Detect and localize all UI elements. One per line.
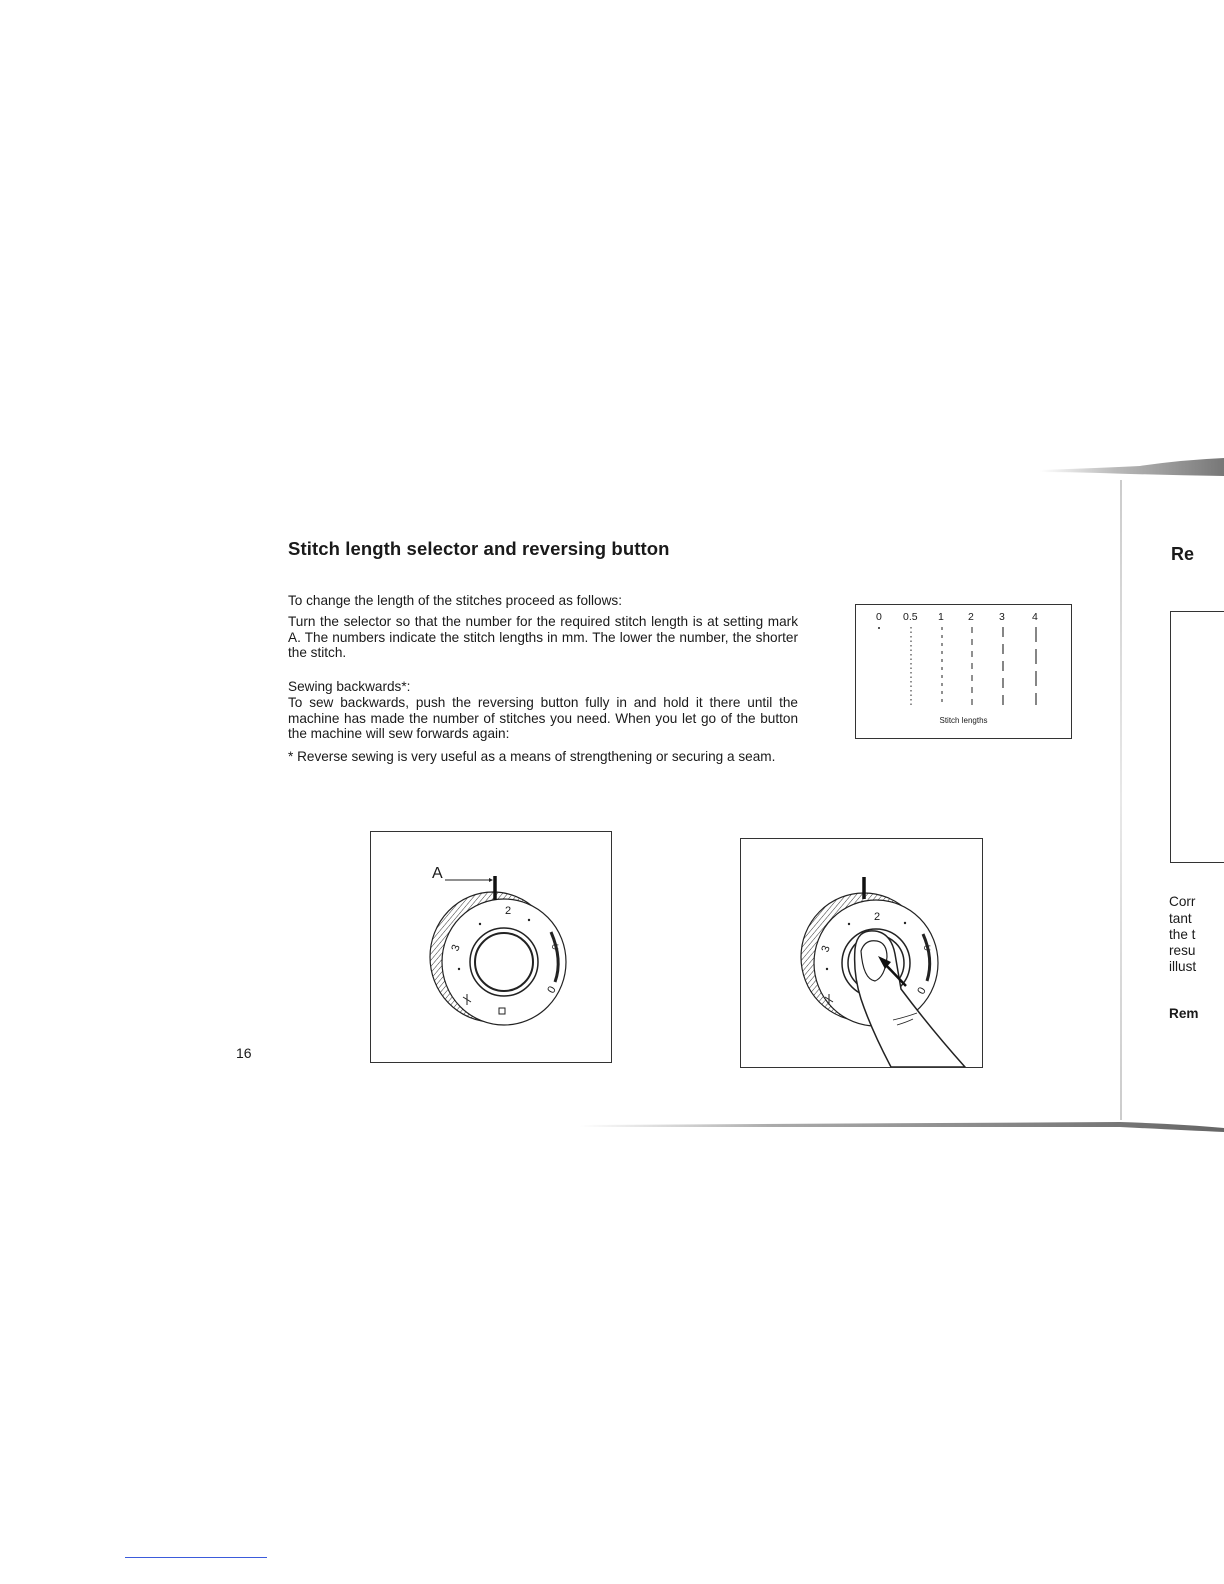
length-label-0-5: 0.5: [903, 611, 918, 623]
dial-number-3: 3: [819, 944, 833, 954]
dial-number-0: 0: [915, 985, 929, 997]
stitch-length-dial-figure: [370, 831, 612, 1063]
next-page-text-line: Corr: [1169, 894, 1196, 909]
next-page-figure-fragment: [1170, 611, 1224, 863]
instructions-paragraph: Turn the selector so that the number for the required stitch length is at setting mark A. The numbers indicate the stitch lengths in mm. The lower the number, the shorter the stitch.: [288, 614, 798, 660]
length-label-4: 4: [1032, 611, 1038, 623]
length-label-0: 0: [876, 611, 882, 623]
next-page-text-line: illust: [1169, 959, 1197, 974]
next-page-title-fragment: Re: [1171, 544, 1195, 564]
svg-text:⊂: ⊂: [923, 943, 932, 954]
stitch-length-lines: [856, 605, 1071, 715]
sewing-backwards-heading: Sewing backwards*:: [288, 679, 411, 694]
next-page-text-line: resu: [1169, 943, 1196, 958]
next-page-text-line: tant: [1169, 911, 1192, 926]
dial-number-2: 2: [874, 911, 881, 923]
svg-text:⊂: ⊂: [551, 942, 560, 953]
dial-number-3: 3: [449, 943, 463, 953]
reverse-note: * Reverse sewing is very useful as a means of strengthening or securing a seam.: [288, 749, 776, 764]
scan-binding-shadow-bottom: [580, 1118, 1224, 1136]
stitch-length-dial-icon: [371, 832, 611, 1062]
intro-paragraph: To change the length of the stitches proceed as follows:: [288, 593, 623, 608]
next-page-text-line: the t: [1169, 927, 1196, 942]
stitch-lengths-figure: [855, 604, 1072, 739]
length-label-1: 1: [938, 611, 944, 623]
dial-number-0: 0: [545, 984, 559, 996]
page-title: Stitch length selector and reversing button: [288, 538, 670, 559]
length-label-3: 3: [999, 611, 1005, 623]
page-number: 16: [236, 1045, 252, 1061]
reversing-button-figure: [740, 838, 983, 1068]
length-label-2: 2: [968, 611, 974, 623]
sew-backwards-paragraph: To sew backwards, push the reversing button fully in and hold it there until the machine has made the number of stitches you need. When you let go of the button the machine will sew forwards again:: [288, 695, 798, 741]
finger-pressing-button-icon: [741, 839, 982, 1067]
page-fold: [1120, 480, 1122, 1120]
stitch-lengths-caption: Stitch lengths: [939, 716, 988, 725]
setting-mark-a-label: A: [432, 865, 443, 882]
bottom-rule: [125, 1557, 267, 1558]
next-page-subheading-fragment: Rem: [1169, 1006, 1199, 1021]
scan-binding-shadow-top: [1040, 458, 1224, 476]
dial-number-2: 2: [505, 905, 512, 917]
